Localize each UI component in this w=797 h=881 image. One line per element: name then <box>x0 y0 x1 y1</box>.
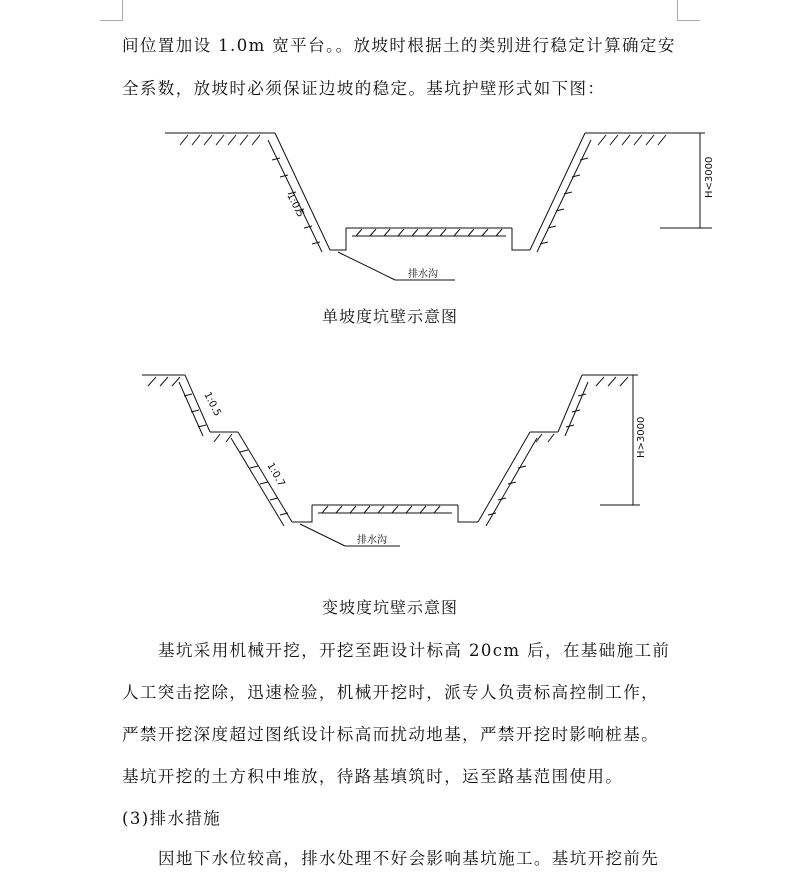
paragraph-line-3: 基坑采用机械开挖，开挖至距设计标高 20cm 后，在基础施工前 <box>158 641 671 660</box>
paragraph-line-4: 人工突击挖除，迅速检验，机械开挖时，派专人负责标高控制工作， <box>122 683 659 702</box>
figure1-caption: 单坡度坑壁示意图 <box>322 307 459 326</box>
paragraph-line-5: 严禁开挖深度超过图纸设计标高而扰动地基，严禁开挖时影响桩基。 <box>122 725 659 744</box>
fig1-slope-label: 1:0.5 <box>284 191 306 220</box>
section-heading-drainage: (3)排水措施 <box>122 809 222 828</box>
fig2-drain-label: 排水沟 <box>357 535 387 546</box>
fig1-drain-label: 排水沟 <box>408 269 438 280</box>
fig2-depth-label: H>3000 <box>636 416 647 458</box>
paragraph-line-8: 因地下水位较高，排水处理不好会影响基坑施工。基坑开挖前先 <box>158 849 660 868</box>
fig2-slope-label-lower: 1:0.7 <box>264 461 287 489</box>
figure2-caption: 变坡度坑壁示意图 <box>322 598 459 617</box>
paragraph-line-6: 基坑开挖的土方积中堆放，待路基填筑时，运至路基范围使用。 <box>122 767 624 786</box>
paragraph-line-1: 间位置加设 1.0m 宽平台。。放坡时根据土的类别进行稳定计算确定安 <box>122 36 676 55</box>
paragraph-line-2: 全系数，放坡时必须保证边坡的稳定。基坑护壁形式如下图： <box>122 79 606 98</box>
fig2-slope-label-upper: 1:0.5 <box>201 390 223 419</box>
fig1-depth-label: H<3000 <box>704 156 715 198</box>
